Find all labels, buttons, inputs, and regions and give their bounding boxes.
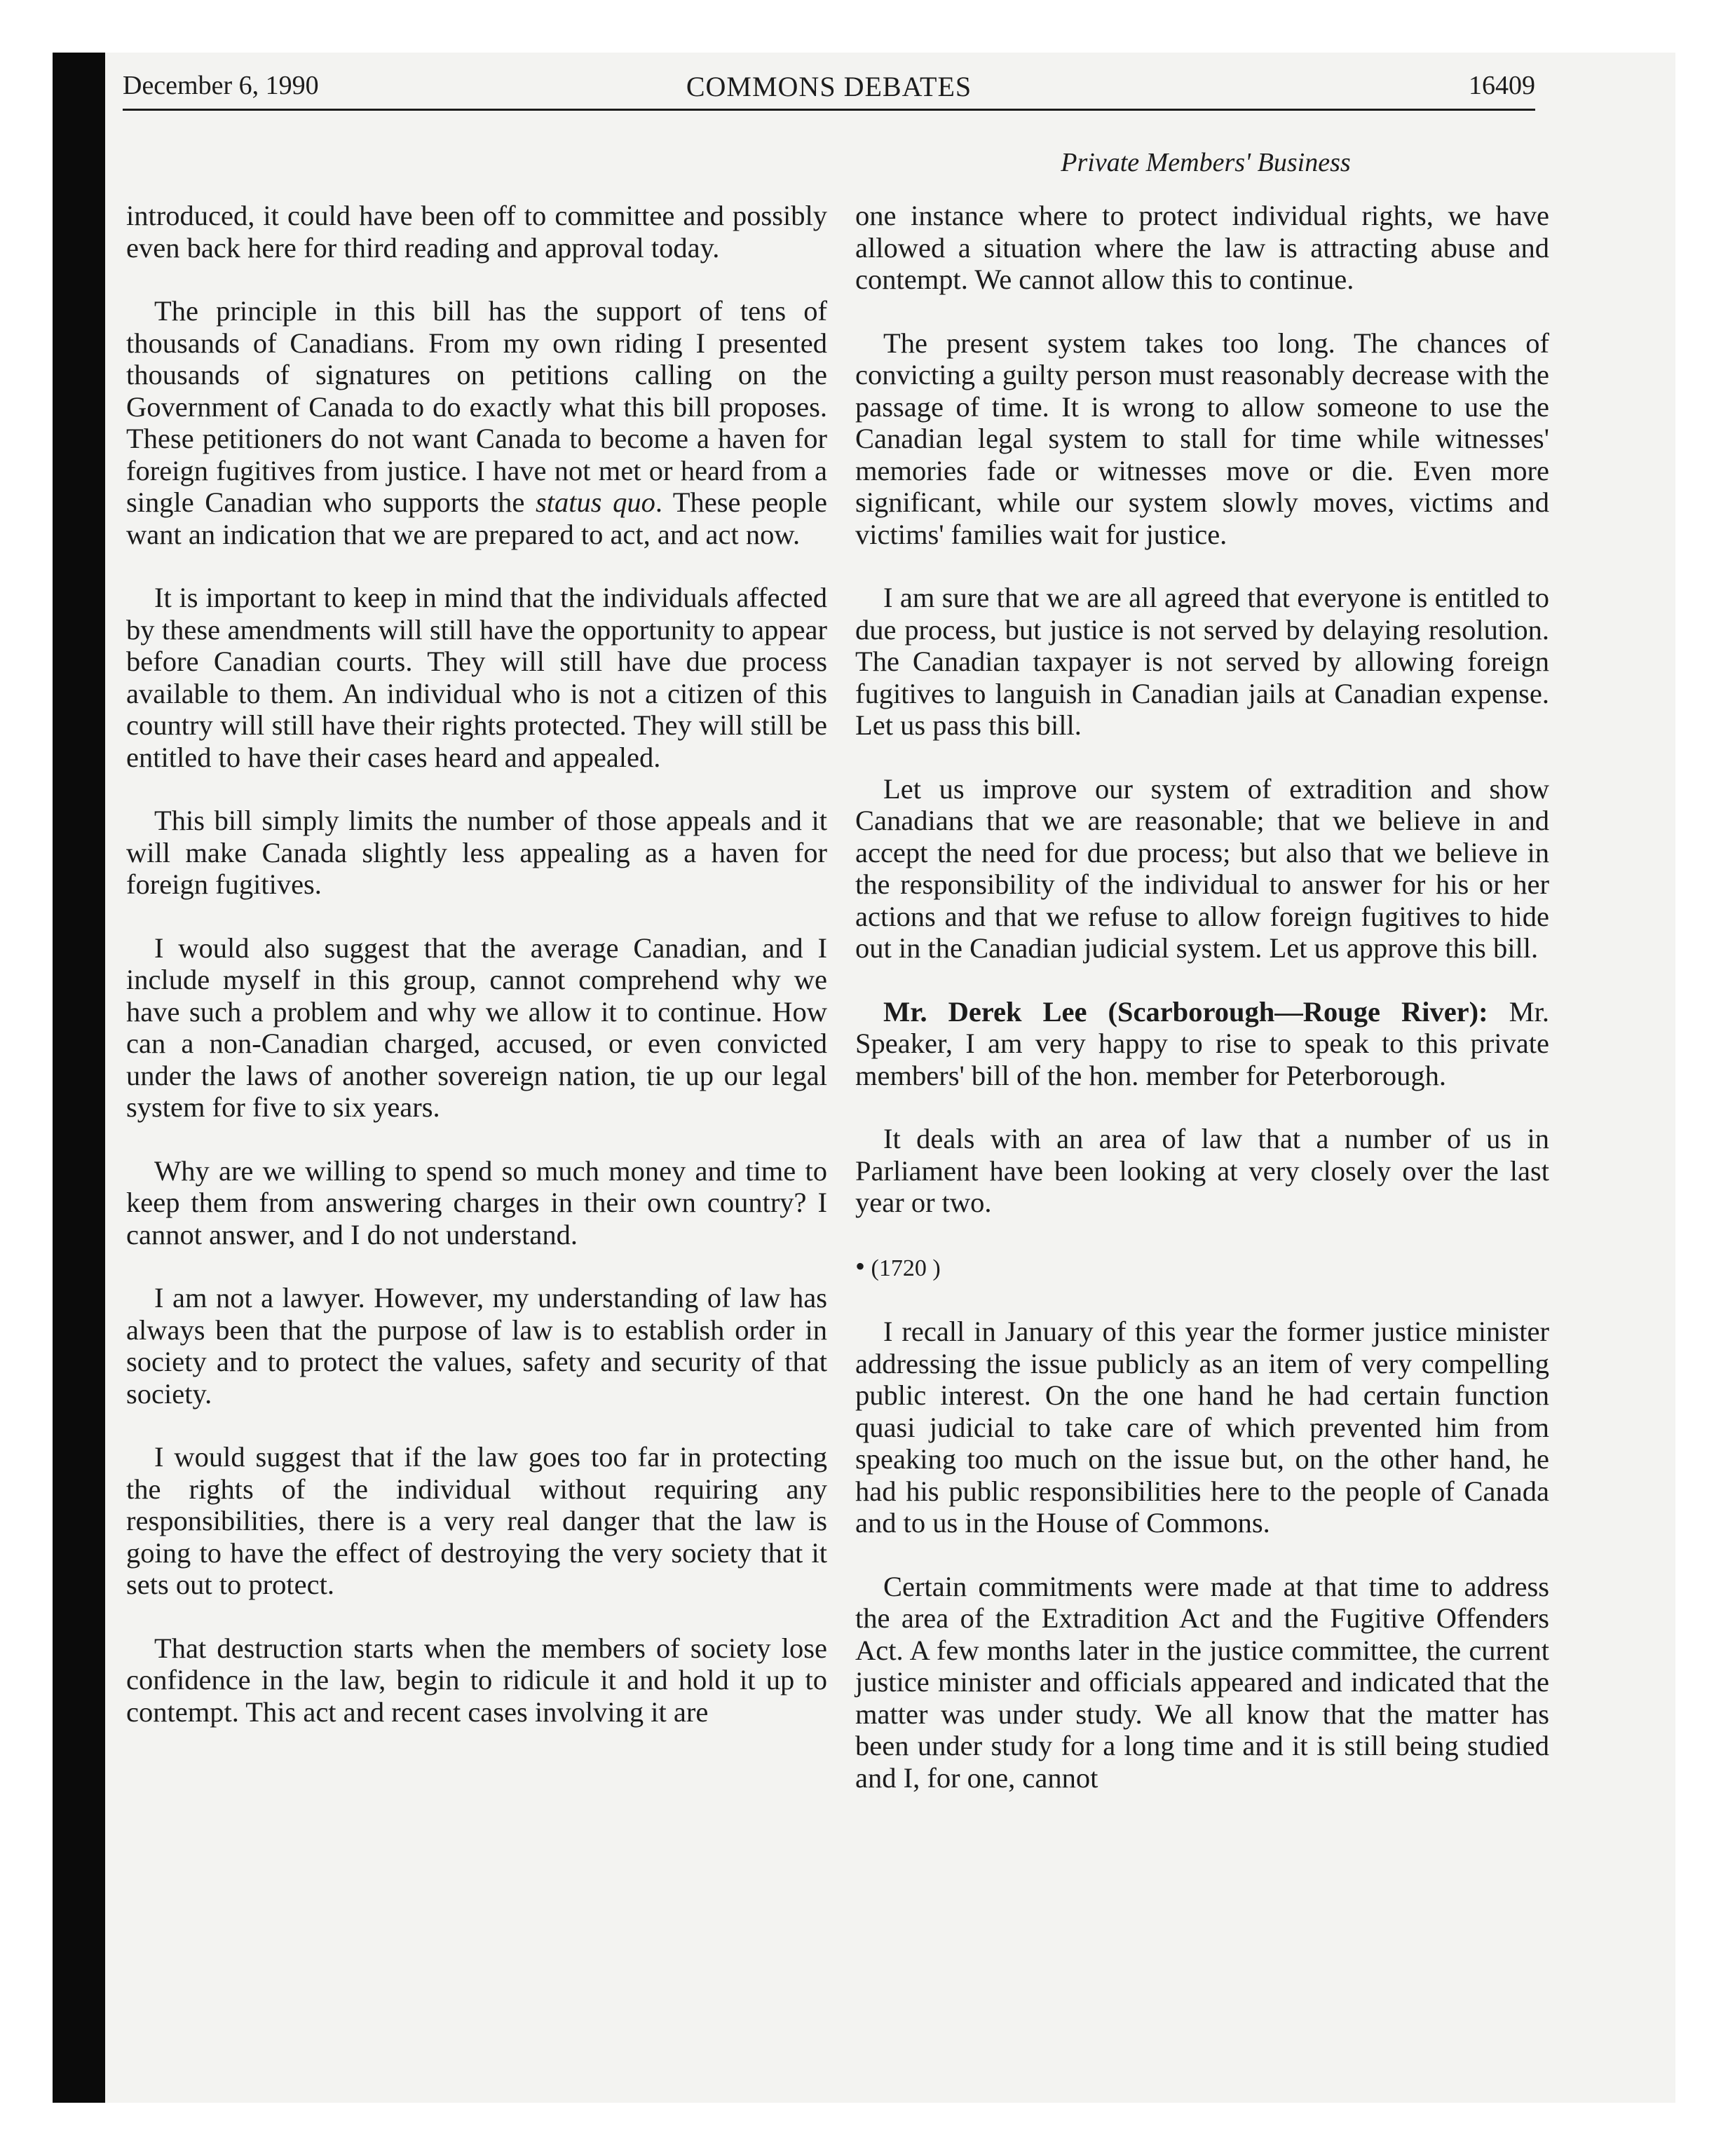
paragraph: I would suggest that if the law goes too far in protecting the rights of the individual without requiring any responsibilities, there is a very real danger that the law is going to have the effect of destroying the very society that it sets out to protect. [126,1441,827,1600]
paragraph: It deals with an area of law that a number of us in Parliament have been looking at very closely over the last year or two. [855,1123,1549,1218]
page-number: 16409 [1469,71,1535,100]
paragraph: I would also suggest that the average Canadian, and I include myself in this group, cannot comprehend why we have such a problem and why we allow it to continue. How can a non-Canadian charged, accused, or even convicted under the laws of another sovereign nation, tie up our legal system for five to six years. [126,932,827,1123]
paragraph: I am sure that we are all agreed that everyone is entitled to due process, but justice is not served by delaying resolution. The Canadian taxpayer is not served by allowing foreign fugitives to languish in Canadian jails at Canadian expense. Let us pass this bill. [855,582,1549,741]
page-header [123,70,1535,105]
paragraph: one instance where to protect individual rights, we have allowed a situation where the law is attracting abuse and contempt. We cannot allow this to continue. [855,200,1549,295]
paragraph: Certain commitments were made at that time to address the area of the Extradition Act and the Fugitive Offenders Act. A few months later in the justice committee, the current justice minister and officials appeared and indicated that the matter was under study. We all know that the matter has been under study for a long time and it is still being studied and I, for one, cannot [855,1570,1549,1794]
paragraph: introduced, it could have been off to committee and possibly even back here for third reading and approval today. [126,200,827,264]
paragraph: Why are we willing to spend so much money and time to keep them from answering charges in their own country? I cannot answer, and I do not understand. [126,1154,827,1250]
paragraph: I am not a lawyer. However, my understanding of law has always been that the purpose of law is to establish order in society and to protect the values, safety and security of that society. [126,1282,827,1410]
paragraph: It is important to keep in mind that the individuals affected by these amendments will still have the opportunity to appear before Canadian courts. They will still have due process available to them. An individual who is not a citizen of this country will still have their rights protected. They will still be entitled to have their cases heard and appealed. [126,582,827,773]
paragraph: The present system takes too long. The chances of convicting a guilty person must reasonably decrease with the passage of time. It is wrong to allow someone to use the Canadian legal system to stall for time while witnesses' memories fade or witnesses move or die. Even more significant, while our system slowly moves, victims and victims' families wait for justice. [855,327,1549,550]
paragraph: That destruction starts when the members of society lose confidence in the law, begin to ridicule it and hold it up to contempt. This act and recent cases involving it are [126,1632,827,1728]
section-label: Private Members' Business [1061,148,1351,177]
bullet-icon: • [855,1250,866,1282]
header-title: COMMONS DEBATES [686,71,972,102]
right-column [855,200,1549,1825]
italic-phrase: status quo [535,486,655,518]
binding-edge [53,53,105,2103]
time-marker: • (1720 ) [855,1250,941,1282]
speaker-name: Mr. Derek Lee (Scarborough—Rouge River): [883,995,1488,1028]
speaker-paragraph: Mr. Derek Lee (Scarborough—Rouge River): Mr. Speaker, I am very happy to rise to speak to this private members' bill of the hon. member for Peterborough. [855,995,1550,1091]
left-column [126,200,827,1759]
header-rule [123,109,1535,111]
paragraph: This bill simply limits the number of those appeals and it will make Canada slightly less appealing as a haven for foreign fugitives. [126,805,827,900]
paragraph: Let us improve our system of extradition and show Canadians that we are reasonable; that we believe in and accept the need for due process; but also that we believe in the responsibility of the individual to answer for his or her actions and that we refuse to allow foreign fugitives to hide out in the Canadian judicial system. Let us approve this bill. [855,772,1549,964]
header-date: December 6, 1990 [123,71,319,100]
paragraph: The principle in this bill has the support of tens of thousands of Canadians. From my own riding I presented thousands of signatures on petitions calling on the Government of Canada to do exactly what this bill proposes. These petitioners do not want Canada to become a haven for foreign fugitives from justice. I have not met or heard from a single Canadian who supports the status quo. These people want an indication that we are prepared to act, and act now. [126,295,827,550]
paragraph: I recall in January of this year the former justice minister addressing the issue publicly as an item of very compelling public interest. On the one hand he had certain function quasi judicial to take care of which prevented him from speaking too much on the issue but, on the other hand, he had his public responsibilities here to the people of Canada and to us in the House of Commons. [855,1316,1549,1538]
